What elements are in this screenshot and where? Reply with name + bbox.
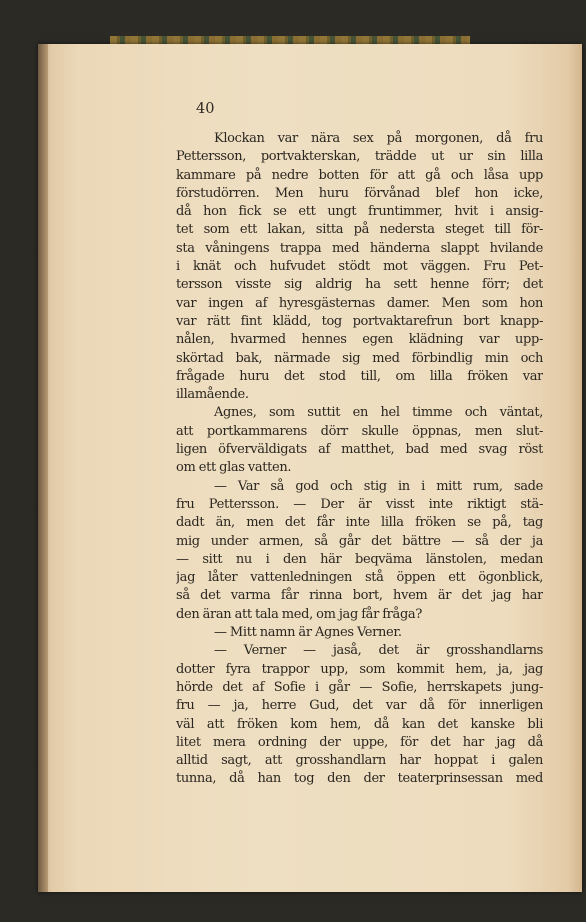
- page-gutter-shadow: [38, 44, 48, 892]
- text-line: jag låter vattenledningen stå öppen ett ögonblick,: [176, 570, 543, 586]
- text-line: skörtad bak, närmade sig med förbindlig min och: [176, 350, 543, 366]
- text-line: ligen öfverväldigats af matthet, bad med svag röst: [176, 442, 543, 458]
- text-line: dadt än, men det får inte lilla fröken se på, tag: [176, 515, 543, 531]
- text-line: — sitt nu i den här beqväma länstolen, medan: [176, 551, 543, 567]
- text-line: hörde det af Sofie i går — Sofie, herrskapets jung-: [176, 679, 543, 695]
- text-line: Agnes, som suttit en hel timme och väntat,: [214, 405, 543, 421]
- text-line: tersson visste sig aldrig ha sett henne förr; det: [176, 277, 543, 293]
- text-line: Pettersson, portvakterskan, trädde ut ur sin lilla: [176, 149, 543, 165]
- text-line: illamående.: [176, 387, 249, 403]
- text-line: att portkammarens dörr skulle öppnas, men slut-: [176, 423, 543, 439]
- page-number: 40: [196, 101, 215, 117]
- text-line: dotter fyra trappor upp, som kommit hem, ja, jag: [176, 661, 543, 677]
- text-line: frågade huru det stod till, om lilla fröken var: [176, 368, 543, 384]
- text-line: så det varma får rinna bort, hvem är det jag har: [176, 588, 543, 604]
- text-line: tet som ett lakan, sitta på nedersta steget till för-: [176, 222, 543, 238]
- text-line: alltid sagt, att grosshandlarn har hoppat i galen: [176, 753, 543, 769]
- text-line: fru — ja, herre Gud, det var då för innerligen: [176, 698, 543, 714]
- text-line: förstudörren. Men huru förvånad blef hon icke,: [176, 185, 543, 201]
- text-line: om ett glas vatten.: [176, 460, 292, 476]
- text-line: — Verner — jaså, det är grosshandlarns: [214, 643, 543, 659]
- text-line: i knät och hufvudet stödt mot väggen. Fru Pet-: [176, 259, 543, 275]
- text-line: var ingen af hyresgästernas damer. Men som hon: [176, 295, 543, 311]
- text-line: nålen, hvarmed hennes egen klädning var upp-: [176, 332, 543, 348]
- text-line: — Var så god och stig in i mitt rum, sade: [214, 478, 543, 494]
- text-line: väl att fröken kom hem, då kan det kanske bli: [176, 716, 543, 732]
- text-line: då hon fick se ett ungt fruntimmer, hvit i ansig-: [176, 204, 543, 220]
- text-line: tunna, då han tog den der teaterprinsessan med: [176, 771, 543, 787]
- text-line: — Mitt namn är Agnes Verner.: [214, 625, 402, 641]
- text-line: litet mera ordning der uppe, för det har jag då: [176, 734, 543, 750]
- body-text: [176, 130, 543, 789]
- text-line: Klockan var nära sex på morgonen, då fru: [214, 131, 543, 146]
- text-line: sta våningens trappa med händerna slappt hvilande: [176, 240, 543, 256]
- text-line: fru Pettersson. — Der är visst inte riktigt stä-: [176, 496, 543, 512]
- text-line: kammare på nedre botten för att gå och låsa upp: [176, 167, 543, 183]
- text-line: mig under armen, så går det bättre — så der ja: [176, 533, 543, 549]
- text-line: var rätt fint klädd, tog portvaktarefrun bort knapp-: [176, 313, 543, 329]
- text-line: den äran att tala med, om jag får fråga?: [176, 606, 422, 622]
